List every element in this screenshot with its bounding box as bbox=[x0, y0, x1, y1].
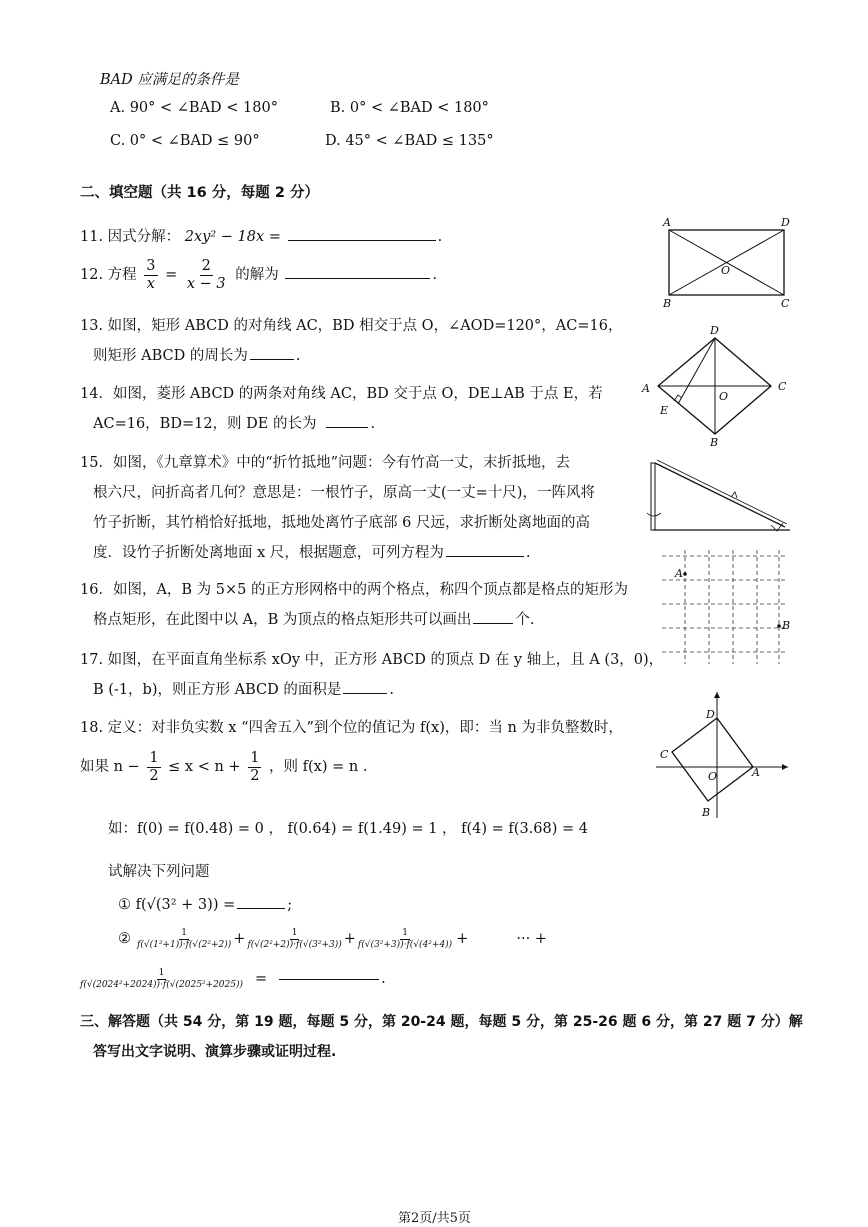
q12-equals: = bbox=[165, 267, 178, 284]
rhombus-label-a: A bbox=[642, 382, 650, 395]
q13-end: . bbox=[295, 348, 301, 364]
q17-line-1: 17. 如图，在平面直角坐标系 xOy 中，正方形 ABCD 的顶点 D 在 y 轴上，且 A (3，0)， bbox=[80, 652, 664, 668]
coord-label-a: A bbox=[752, 766, 760, 779]
q10-option-b: B. 0° < ∠BAD < 180° bbox=[330, 100, 489, 116]
q12-right-fraction bbox=[185, 258, 228, 292]
q12-right-den: x − 3 bbox=[186, 275, 226, 292]
q16-line-2-text: 格点矩形，在此图中以 A，B 为顶点的格点矩形共可以画出 bbox=[93, 612, 472, 628]
q18-half-fraction-2 bbox=[248, 750, 261, 784]
q18-term-2 bbox=[247, 928, 341, 951]
q18-line-1: 18. 定义：对非负实数 x “四舍五入”到个位的值记为 f(x)，即：当 n 为非负整数时， bbox=[80, 720, 623, 736]
q14-line-2-text: AC=16，BD=12，则 DE 的长为 bbox=[93, 416, 317, 432]
q17-line-2-text: B (-1，b)，则正方形 ABCD 的面积是 bbox=[93, 682, 342, 698]
q13-line-2-text: 则矩形 ABCD 的周长为 bbox=[93, 348, 248, 364]
coordinate-figure bbox=[652, 688, 797, 823]
q18-line-2 bbox=[80, 750, 367, 784]
q13-answer-blank bbox=[250, 358, 294, 360]
q18-plus-3: + bbox=[456, 931, 469, 948]
q11-label: 11. 因式分解： bbox=[80, 229, 181, 245]
q18-last-term bbox=[80, 968, 243, 991]
rhombus-label-o: O bbox=[719, 390, 729, 403]
coord-label-c: C bbox=[660, 748, 669, 761]
q11-answer-blank bbox=[288, 239, 436, 241]
q18-term-3-num: 1 bbox=[402, 928, 408, 938]
q18-sub-2-blank bbox=[279, 978, 379, 980]
q18-plus-2: + bbox=[343, 931, 356, 948]
q18-sub-1 bbox=[118, 897, 292, 913]
q16-end: 个. bbox=[515, 612, 535, 628]
q18-sub-1-blank bbox=[237, 907, 285, 909]
q18-example: 如：f(0) = f(0.48) = 0 ， f(0.64) = f(1.49) = 1 ， f(4) = f(3.68) = 4 bbox=[108, 821, 588, 837]
q16-answer-blank bbox=[473, 622, 513, 624]
q10-option-c: C. 0° < ∠BAD ≤ 90° bbox=[110, 133, 260, 149]
q16-line-1: 16．如图，A，B 为 5×5 的正方形网格中的两个格点，称四个顶点都是格点的矩形为 bbox=[80, 582, 629, 598]
q13-line-2 bbox=[93, 344, 300, 365]
q18-sub-2 bbox=[118, 928, 547, 951]
section-3-line-2: 答写出文字说明、演算步骤或证明过程. bbox=[93, 1044, 337, 1060]
q15-answer-blank bbox=[446, 555, 524, 557]
square-abcd bbox=[672, 718, 753, 801]
q17-line-2 bbox=[93, 678, 394, 699]
rect-label-d: D bbox=[781, 216, 790, 229]
page-footer: 第2页/共5页 bbox=[398, 1211, 471, 1226]
q18-ellipsis: ··· + bbox=[516, 931, 547, 948]
rect-label-o: O bbox=[721, 264, 731, 277]
q15-line-4 bbox=[93, 541, 531, 562]
q18-sub-1-end: ; bbox=[287, 897, 293, 913]
q12-answer-blank bbox=[285, 277, 430, 279]
rect-label-a: A bbox=[663, 216, 671, 229]
q12-right-num: 2 bbox=[201, 258, 211, 274]
q10-option-d: D. 45° < ∠BAD ≤ 135° bbox=[325, 133, 494, 149]
q15-line-2: 根六尺，问折高者几何？意思是：一根竹子，原高一丈(一丈=十尺)，一阵风将 bbox=[93, 485, 595, 501]
coord-label-d: D bbox=[706, 708, 715, 721]
q18-sub-2-end: . bbox=[381, 971, 386, 988]
grid-label-a: A bbox=[675, 567, 683, 580]
rhombus-label-e: E bbox=[660, 404, 669, 417]
rect-label-c: C bbox=[781, 297, 790, 310]
q18-equals: = bbox=[255, 971, 268, 988]
q10-lead: BAD 应满足的条件是 bbox=[100, 72, 239, 88]
rect-label-b: B bbox=[663, 297, 672, 310]
bamboo-broken-edge bbox=[657, 460, 787, 524]
q18-sub-1-text: ① f(√(3² + 3)) = bbox=[118, 897, 236, 913]
q12-left-fraction bbox=[144, 258, 157, 292]
q18-plus-1: + bbox=[233, 931, 246, 948]
q18-half-num-2: 1 bbox=[250, 750, 260, 766]
q15-line-4-text: 度．设竹子折断处离地面 x 尺，根据题意，可列方程为 bbox=[93, 545, 444, 561]
q18-last-term-num: 1 bbox=[158, 968, 165, 978]
grid-figure bbox=[655, 548, 795, 668]
q18-last-term-den: f(√(2024²+2024))·f(√(2025²+2025)) bbox=[80, 979, 243, 990]
rhombus-label-c: C bbox=[778, 380, 787, 393]
rectangle-figure bbox=[655, 210, 795, 310]
q18-term-1-num: 1 bbox=[181, 928, 188, 938]
q18-sub-2-label: ② bbox=[118, 931, 131, 948]
q12-tail: 的解为 bbox=[235, 267, 279, 284]
q18-term-2-den: f(√(2²+2))·f(√(3²+3)) bbox=[247, 939, 342, 950]
q12 bbox=[80, 258, 437, 292]
section-2-heading: 二、填空题（共 16 分，每题 2 分） bbox=[80, 185, 319, 201]
x-axis-arrow bbox=[782, 764, 788, 770]
q18-half-fraction-1 bbox=[147, 750, 160, 784]
q17-answer-blank bbox=[343, 692, 387, 694]
q11-expr: 2xy² − 18x = bbox=[184, 229, 281, 245]
q18-half-den-1: 2 bbox=[149, 767, 159, 784]
bamboo-figure bbox=[645, 455, 795, 540]
y-axis-arrow bbox=[714, 692, 720, 698]
q18-term-2-num: 1 bbox=[291, 928, 298, 938]
q11 bbox=[80, 225, 442, 246]
q18-half-num-1: 1 bbox=[149, 750, 159, 766]
segment-de bbox=[678, 338, 715, 404]
q15-line-1: 15．如图，《九章算术》中的“折竹抵地”问题：今有竹高一丈，末折抵地，去 bbox=[80, 455, 571, 471]
q18-half-den-2: 2 bbox=[250, 767, 260, 784]
rhombus-label-b: B bbox=[710, 436, 719, 449]
q18-term-3 bbox=[358, 928, 452, 951]
q18-try: 试解决下列问题 bbox=[108, 864, 210, 880]
q14-answer-blank bbox=[326, 426, 368, 428]
q18-term-1 bbox=[137, 928, 231, 951]
section-3-line-1: 三、解答题（共 54 分，第 19 题，每题 5 分，第 20-24 题，每题 5 分，第 25-26 题 6 分，第 27 题 7 分）解 bbox=[80, 1014, 803, 1030]
q18-term-3-den: f(√(3²+3))·f(√(4²+4)) bbox=[357, 939, 453, 950]
grid-point-a bbox=[683, 572, 687, 576]
grid-point-b bbox=[777, 624, 781, 628]
coord-label-b: B bbox=[702, 806, 711, 819]
q12-left-den: x bbox=[146, 275, 155, 292]
q14-end: . bbox=[370, 416, 376, 432]
q12-label: 12. 方程 bbox=[80, 267, 137, 284]
q18-cond-right: ，则 f(x) = n . bbox=[269, 759, 368, 776]
q14-line-2 bbox=[93, 412, 375, 433]
q11-end: . bbox=[437, 229, 443, 245]
q14-line-1: 14．如图，菱形 ABCD 的两条对角线 AC，BD 交于点 O，DE⊥AB 于点 E，若 bbox=[80, 386, 603, 402]
coord-label-o: O bbox=[708, 770, 718, 783]
q18-sub-2-last bbox=[78, 968, 386, 991]
q18-term-1-den: f(√(1²+1))·f(√(2²+2)) bbox=[137, 939, 232, 950]
q16-line-2 bbox=[93, 608, 534, 629]
q10-option-a: A. 90° < ∠BAD < 180° bbox=[110, 100, 278, 116]
q18-cond-left: 如果 n − bbox=[80, 759, 140, 776]
q17-end: . bbox=[389, 682, 394, 698]
q15-end: . bbox=[525, 545, 531, 561]
rhombus-figure bbox=[638, 320, 798, 450]
q12-left-num: 3 bbox=[146, 258, 156, 274]
bamboo-stalk bbox=[651, 463, 655, 530]
q18-cond-mid: ≤ x < n + bbox=[168, 759, 241, 776]
q12-end: . bbox=[432, 267, 437, 284]
rhombus-label-d: D bbox=[710, 324, 719, 337]
grid-label-b: B bbox=[782, 619, 791, 632]
grass-left bbox=[647, 513, 661, 516]
bamboo-broken-top bbox=[655, 463, 785, 527]
q15-line-3: 竹子折断，其竹梢恰好抵地，抵地处离竹子底部 6 尺远，求折断处离地面的高 bbox=[93, 515, 590, 531]
q13-line-1: 13. 如图，矩形 ABCD 的对角线 AC，BD 相交于点 O，∠AOD=120°，AC=16， bbox=[80, 318, 623, 334]
